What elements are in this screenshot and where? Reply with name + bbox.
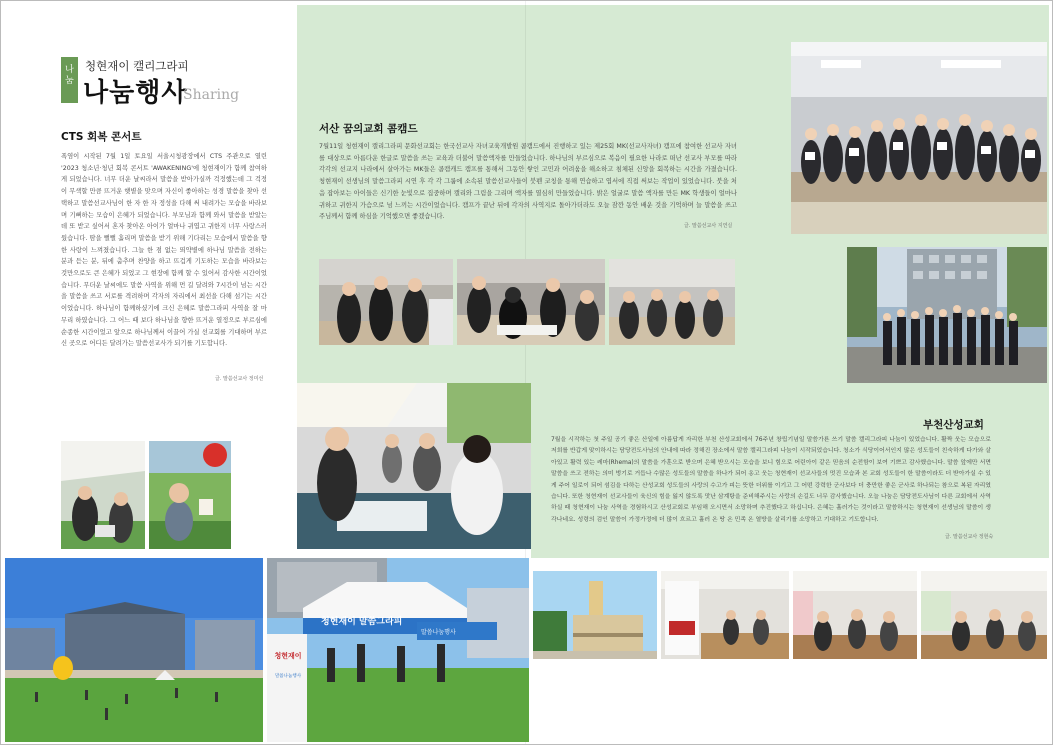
photo-event-tent xyxy=(267,558,529,742)
cts-body: 폭염이 시작된 7월 1일 토요일 서울시청광장에서 CTS 주관으로 열린 '2023 청소년·청년 회복 콘서트 'AWAKENING'에 청현재이가 함께 참여하게 되었습니다. 너무 더운 날씨라서 말씀을 받아가실까 걱정했는데 그 걱정이 무색할 만큼 뜨거운 햇볕을 맞으며 자신이 좋아하는 성경 말씀을 찾아 선택하고 말씀선교사님이 한 자 한 자 정성을 다해 써 내려가는 모습을 바라보며 기뻐하는 모습이 은혜가 되었습니다. 부모님과 함께 와서 말씀을 받았는데 또 받고 싶어서 혼자 찾아온 아이가 얼마나 귀엽고 귀한지 너무 사랑스러웠습니다. 땀을 뻘뻘 흘리며 말씀을 받기 위해 기다리는 모습에서 말씀을 향한 사랑이 느껴졌습니다. 그늘 한 점 없는 뙤약볕에 하나님 말씀을 전하는 분과 듣는 분, 뒤에 춤추며 찬양을 하고 뜨겁게 기도하는 모습을 바라보는 것만으로도 큰 은혜가 되었고 그 현장에 함께 할 수 있어서 감사한 시간이었습니다. 무더운 날씨에도 말씀 사역을 위해 먼 길 달려와 7시간이 넘는 시간을 말씀을 쓰고 서로를 격려하며 각자의 자리에서 최선을 다해 섬기는 시간이었습니다. 하나님이 함께하셨기에 크신 은혜로 말씀그라피 사역을 잘 마무리 하였습니다. 그 어느 때 보다 하나님을 향한 뜨거운 열정으로 부르심에 순종한 시간이었고 앞으로 하나님께서 이끌어 가실 선교회를 기대하며 부르신 곳으로 어디든 달려가는 말씀선교사가 되기를 기도합니다. xyxy=(61,153,267,348)
tent-banner-text: 청현재이 말씀그라피 xyxy=(321,617,403,627)
photo-city-plaza xyxy=(5,558,263,742)
photo-mk-camp-group xyxy=(791,42,1047,234)
photo-church-hall-3 xyxy=(921,571,1047,659)
page-title-english: Sharing xyxy=(183,87,240,103)
photo-outdoor-group xyxy=(847,247,1047,383)
photo-cts-small-1 xyxy=(61,441,145,549)
photo-church-hall-2 xyxy=(793,571,917,659)
photo-cts-small-2 xyxy=(149,441,231,549)
standing-banner-sub: 말씀나눔행사 xyxy=(274,674,302,679)
photo-camp-2 xyxy=(457,259,605,345)
cts-credit: 글. 말씀선교사 정미선 xyxy=(215,376,264,382)
page-title: 나눔행사 xyxy=(83,78,188,108)
section-tag xyxy=(61,57,78,103)
photo-church-exterior xyxy=(533,571,657,659)
photo-camp-3 xyxy=(609,259,735,345)
cts-heading: CTS 회복 콘서트 xyxy=(61,131,142,143)
seosan-credit: 글. 말씀선교사 지연실 xyxy=(684,223,733,229)
photo-cts-writing xyxy=(297,383,531,549)
bucheon-heading: 부천산성교회 xyxy=(923,419,984,431)
bucheon-body: 7월을 시작하는 첫 주일 공기 좋은 산일에 아름답게 자리한 부천 산성교회에서 76주년 창립기념일 말씀가룐 쓰기 말씀 캘리그라피 나눔이 있었습니다. 활짝 웃는 모습으로 저희를 반갑게 맞이하시는 담당전도사님의 안내에 따라 정해진 장소에서 말씀 캘리그라피 나눔이 시작되었습니다. 청소가 식당이어서인지 많은 성도들이 친숙하게 다가와 살아있고 활력 있는 레마(Rhema)의 말씀을 가훈으로 받으며 은혜 받으시는 모습을 보니 힘으로 어린아이 같은 믿음의 순전함이 보여 기쁘고 감사했습니다. 말씀 앞에만 서면 말씀을 쓰고 전하는 의미 벙기로 거듭나 수많은 성도들의 말씀을 하나가 되어 옹고 웃는 청현재이 선교사들의 멋진 모습과 본 교회 성도들이 한 말씀이라도 더 받아가실 수 있게 주어 일로이 되어 섬김을 다하는 산성교회 성도들의 사랑의 수고가 피는 뜻한 더위를 이기고 그 어떤 강력한 군사보다 더 충만한 좋은 군사로 하나되는 참으로 복된 자리였습니다. 또한 청현재이 선교사들이 육신의 힘을 잃지 않도록 맛난 삼계탕을 준비해주시는 사랑의 손길도 너무 감사했습니다. 오늘 나눔은 담당전도사님이 다른 교회에서 사역하실 때 청현재이 나눔 사역을 경험하시고 산성교회로 부임해 오시면서 소망하며 추진했다고 하십니다. 은혜는 흘러가는 것이라고 말씀하시는 청현재이 선생님의 말씀이 생각나네요. 성령의 검인 말씀이 가정가정에 더 많이 흐르고 흘러 온 땅 온 민족 온 열방을 살리기를 소망하고 기대하고 기도합니다. xyxy=(551,437,991,523)
seosan-heading: 서산 꿈의교회 콤캠드 xyxy=(319,123,418,135)
standing-banner-title: 청현재이 xyxy=(274,651,302,660)
photo-camp-1 xyxy=(319,259,453,345)
photo-church-hall-1 xyxy=(661,571,789,659)
bucheon-credit: 글. 말씀선교사 정현숙 xyxy=(945,534,994,540)
seosan-body: 7월11일 청현재이 캘리그라피 문화선교회는 한국선교사 자녀교육개발원 콤캠드에서 진행하고 있는 제25회 MK(선교사자녀) 캠프에 참여한 선교사 자녀를 대상으로 아름다운 한글로 말씀을 쓰는 교육과 더불어 말씀액자를 만들었습니다. 하나님의 부르심으로 복음이 필요한 나라로 떠난 선교사 부모를 따라 각각의 선교지 나라에서 살아가는 MK들은 콤캠캐드 캠프를 통해서 그동안 쌓인 고민과 어려움을 해소하고 침체된 신앙을 회복하는 시간을 가졌습니다. 청현재이 선생님의 말씀그라피 시연 후 각 각 그룹에 소속된 말씀선교사들이 붓펜 코칭을 통해 연습하고 엽서에 직접 써보는 작업이 있었습니다. 붓을 처음 잡아보는 아이들은 신기한 눈빛으로 집중하며 캘리와 그림을 그리며 액자를 열심히 만들었습니다. 밝은 얼굴로 말씀 액자를 만든 MK 학생들이 얼마나 귀하고 귀한지 가슴으로 넘 느끼는 시간이었습니다. 캠프가 끝난 뒤에 각자의 사역지로 돌아가더라도 오늘 잠깐 동안 배운 것을 기억하며 늘 말씀을 쓰고 주님께서 함께 하심을 기억했으면 좋겠습니다. xyxy=(319,143,737,221)
section-tag-label: 나눔 xyxy=(65,65,74,86)
header-subtitle: 청현재이 캘리그라피 xyxy=(85,59,189,73)
tent-banner-subtext: 말씀나눔행사 xyxy=(421,629,456,636)
